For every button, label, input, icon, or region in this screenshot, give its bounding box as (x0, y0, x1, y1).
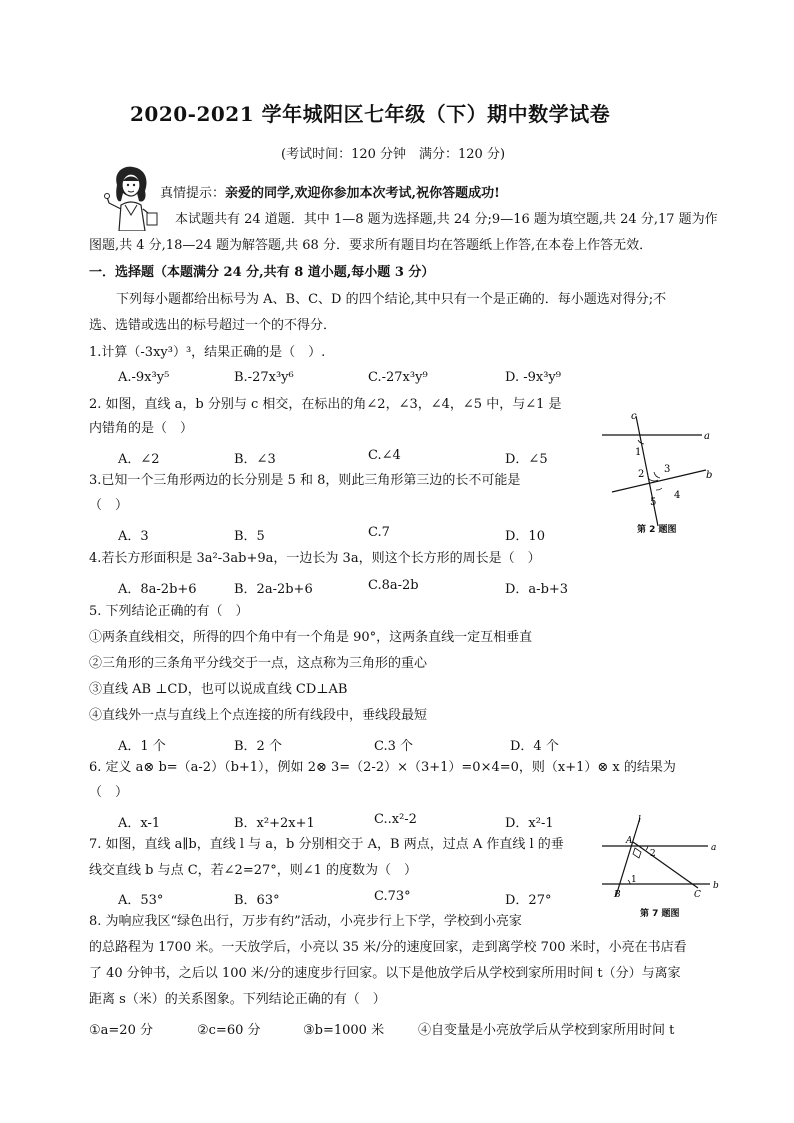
fig7-label-C: C (694, 890, 701, 900)
question-7-option-c: C.73° (374, 889, 411, 904)
question-4-option-d: D．a-b+3 (505, 582, 569, 597)
question-5-statement-2: ②三角形的三条角平分线交于一点，这点称为三角形的重心 (89, 656, 428, 671)
fig2-label-b: b (706, 470, 713, 481)
question-2-option-c: C.∠4 (368, 448, 401, 463)
fig2-label-4: 4 (674, 490, 681, 501)
question-5-statement-1: ①两条直线相交，所得的四个角中有一个角是 90°，这两条直线一定互相垂直 (89, 630, 533, 645)
figure-2-caption: 第 2 题图 (637, 525, 677, 535)
fig7-label-B: B (614, 890, 621, 900)
question-1-stem: 1.计算（-3xy³）³，结果正确的是（ ）. (89, 345, 326, 360)
question-6-stem-2: （ ） (89, 785, 129, 800)
question-5-option-c: C.3 个 (374, 739, 414, 754)
fig7-label-b: b (713, 881, 719, 891)
question-5-statement-4: ④直线外一点与直线上个点连接的所有线段中，垂线段最短 (89, 708, 428, 723)
section-desc-1: 下列每小题都给出标号为 A、B、C、D 的四个结论,其中只有一个是正确的．每小题选对得分;不 (116, 292, 667, 307)
fig2-label-c: c (631, 411, 637, 422)
question-6-option-b: B．x²+2x+1 (234, 816, 315, 831)
question-3-option-d: D．10 (505, 529, 545, 544)
question-7-option-a: A．53° (118, 893, 164, 908)
fig7-label-1: 1 (631, 875, 637, 885)
fig2-label-5: 5 (650, 497, 657, 508)
question-8-stem-2: 的总路程为 1700 米。一天放学后，小亮以 35 米/分的速度回家，走到离学校 700 米时，小亮在书店看 (89, 940, 687, 955)
question-5-option-d: D．4 个 (510, 739, 559, 754)
question-4-option-a: A．8a-2b+6 (118, 582, 197, 597)
intro-line-2: 图题,共 4 分,18—24 题为解答题,共 68 分．要求所有题目均在答题纸上作答,在本卷上作答无效． (89, 238, 653, 253)
question-3-stem-1: 3.已知一个三角形两边的长分别是 5 和 8，则此三角形第三边的长不可能是 (89, 473, 521, 488)
question-1-option-b: B.-27x³y⁶ (234, 370, 294, 385)
tip-line (160, 187, 500, 200)
fig7-label-2: 2 (650, 849, 656, 859)
question-2-option-a: A．∠2 (118, 452, 160, 467)
question-3-stem-2: （ ） (89, 498, 129, 513)
question-8-option-2: ②c=60 分 (197, 1023, 261, 1038)
question-6-option-c: C..x²-2 (374, 812, 417, 827)
fig7-label-a: a (711, 843, 717, 853)
section-desc-2: 选、选错或选出的标号超过一个的不得分． (89, 318, 337, 333)
question-1-option-c: C.-27x³y⁹ (368, 370, 428, 385)
question-8-stem-3: 了 40 分钟书，之后以 100 米/分的速度步行回家。以下是他放学后从学校到家所用时间 t（分）与离家 (89, 966, 681, 981)
teacher-cartoon-image (103, 163, 159, 235)
question-6-stem-1: 6. 定义 a⊗ b=（a-2）（b+1），例如 2⊗ 3=（2-2）×（3+1）=0×4=0，则（x+1）⊗ x 的结果为 (89, 760, 676, 775)
question-4-stem: 4.若长方形面积是 3a²-3ab+9a，一边长为 3a，则这个长方形的周长是（ ） (89, 551, 541, 566)
question-6-option-a: A．x-1 (118, 816, 161, 831)
question-4-option-c: C.8a-2b (368, 578, 419, 593)
tip-label: 真情提示： (160, 186, 226, 201)
question-2-option-b: B．∠3 (234, 452, 276, 467)
fig7-label-A: A (626, 836, 633, 846)
figure-question-2 (598, 408, 718, 538)
section-heading: 一．选择题（本题满分 24 分,共有 8 道小题,每小题 3 分） (89, 265, 435, 280)
question-8-option-4: ④自变量是小亮放学后从学校到家所用时间 t (418, 1023, 675, 1038)
figure-question-7 (598, 812, 726, 904)
question-8-option-1: ①a=20 分 (89, 1023, 153, 1038)
question-1-option-d: D. -9x³y⁹ (505, 370, 561, 385)
question-7-stem-1: 7. 如图，直线 a∥b，直线 l 与 a，b 分别相交于 A，B 两点，过点 A 作直线 l 的垂 (89, 837, 564, 852)
question-8-option-3: ③b=1000 米 (303, 1023, 385, 1038)
question-7-option-d: D．27° (505, 893, 552, 908)
question-4-option-b: B．2a-2b+6 (234, 582, 313, 597)
question-2-stem-1: 2. 如图，直线 a，b 分别与 c 相交，在标出的角∠2，∠3，∠4，∠5 中，与∠1 是 (89, 397, 562, 412)
question-3-option-a: A．3 (118, 529, 149, 544)
question-3-option-c: C.7 (368, 525, 390, 540)
fig2-label-3: 3 (664, 464, 671, 475)
question-5-statement-3: ③直线 AB ⊥CD，也可以说成直线 CD⊥AB (89, 682, 348, 697)
question-8-stem-1: 8. 为响应我区“绿色出行，万步有约”活动，小亮步行上下学，学校到小亮家 (89, 914, 522, 929)
question-5-stem: 5. 下列结论正确的有（ ） (89, 604, 249, 619)
fig2-label-2: 2 (638, 469, 645, 480)
question-5-option-b: B．2 个 (234, 739, 282, 754)
fig2-label-a: a (704, 431, 710, 442)
question-8-stem-4: 距离 s（米）的关系图象。下列结论正确的有（ ） (89, 992, 386, 1007)
question-7-option-b: B．63° (234, 893, 280, 908)
question-7-stem-2: 线交直线 b 与点 C，若∠2=27°，则∠1 的度数为（ ） (89, 863, 418, 878)
tip-text: 亲爱的同学,欢迎你参加本次考试,祝你答题成功! (225, 186, 500, 201)
exam-info: (考试时间：120 分钟 满分：120 分) (281, 147, 506, 162)
fig2-label-1: 1 (635, 447, 642, 458)
question-5-option-a: A．1 个 (118, 739, 166, 754)
question-6-option-d: D．x²-1 (505, 816, 554, 831)
figure-7-caption: 第 7 题图 (640, 909, 680, 919)
question-2-stem-2: 内错角的是（ ） (89, 421, 194, 436)
question-3-option-b: B．5 (234, 529, 265, 544)
intro-line-1: 本试题共有 24 道题．其中 1—8 题为选择题,共 24 分;9—16 题为填空题,共 24 分,17 题为作 (175, 212, 718, 227)
question-1-option-a: A.-9x³y⁵ (118, 370, 170, 385)
question-2-option-d: D．∠5 (505, 452, 548, 467)
page-title: 2020-2021 学年城阳区七年级（下）期中数学试卷 (130, 102, 611, 126)
fig7-label-l: l (638, 815, 641, 825)
